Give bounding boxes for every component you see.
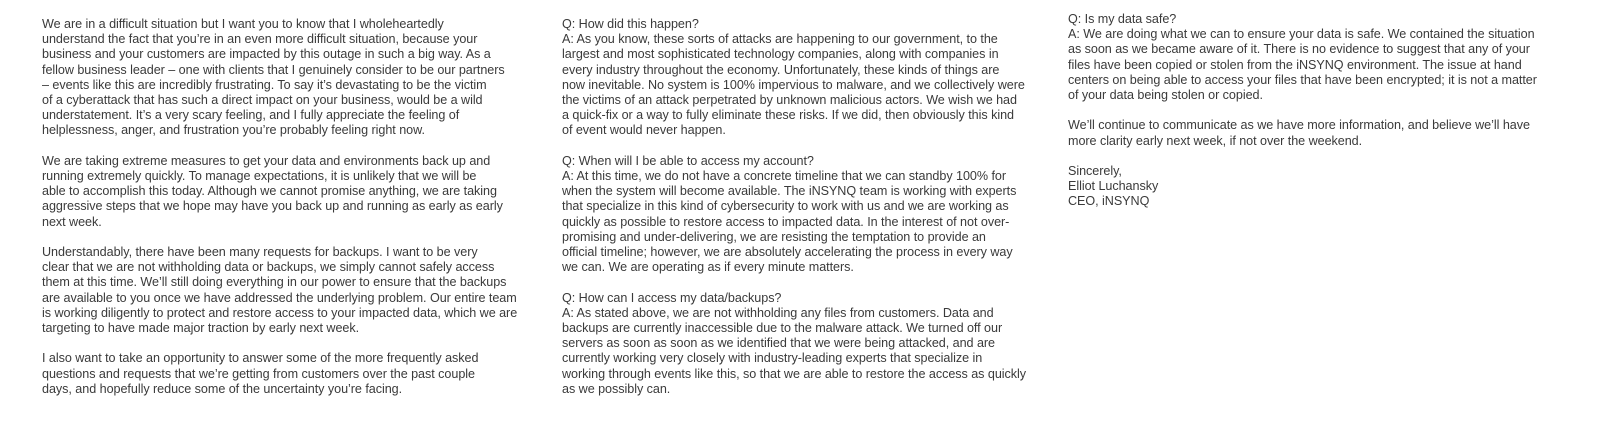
text-line: working through events like this, so that we are able to restore the access as quickly bbox=[562, 366, 1027, 381]
text-line: is working diligently to protect and restore access to your impacted data, which we are bbox=[42, 305, 518, 320]
text-line: A: We are doing what we can to ensure your data is safe. We contained the situation bbox=[1068, 27, 1535, 42]
text-line: targeting to have made major traction by early next week. bbox=[42, 321, 360, 336]
text-line: We’ll continue to communicate as we have more information, and believe we’ll have bbox=[1068, 118, 1530, 133]
text-line: able to accomplish this today. Although we cannot promise anything, we are taking bbox=[42, 184, 497, 199]
text-line: that specialize in this kind of cybersecurity to work with us and we are working as bbox=[562, 199, 1009, 214]
text-line: I also want to take an opportunity to answer some of the more frequently asked bbox=[42, 351, 479, 366]
paragraph bbox=[1068, 164, 1588, 210]
letter-column-3 bbox=[1068, 12, 1588, 210]
text-line: we can. We are operating as if every minute matters. bbox=[562, 260, 854, 275]
text-line: – events like this are incredibly frustrating. To say it’s devastating to be the victim bbox=[42, 77, 487, 92]
text-line: We are in a difficult situation but I want you to know that I wholeheartedly bbox=[42, 17, 444, 31]
text-line: largest and most sophisticated technology companies, along with companies in bbox=[562, 47, 999, 62]
paragraph bbox=[562, 154, 1062, 276]
text-line: now inevitable. No system is 100% impervious to malware, and we collectively were bbox=[562, 77, 1025, 92]
text-line: files have been copied or stolen from the iNSYNQ environment. The issue at hand bbox=[1068, 57, 1522, 72]
text-line: Elliot Luchansky bbox=[1068, 179, 1159, 194]
text-line: of event would never happen. bbox=[562, 123, 726, 138]
text-line: them at this time. We’ll still doing everything in our power to ensure that the backups bbox=[42, 275, 507, 290]
text-line: backups are currently inaccessible due to the malware attack. We turned off our bbox=[562, 321, 1003, 336]
text-line: every industry throughout the economy. Unfortunately, these kinds of things are bbox=[562, 62, 1000, 77]
text-line: aggressive steps that we hope may have you back up and running as early as early bbox=[42, 199, 503, 214]
text-line: quickly as possible to restore access to impacted data. In the interest of not over- bbox=[562, 214, 1010, 229]
text-line: helplessness, anger, and frustration you’re probably feeling right now. bbox=[42, 123, 425, 138]
text-line: Q: How can I access my data/backups? bbox=[562, 290, 782, 305]
paragraph bbox=[42, 17, 542, 139]
text-line: questions and requests that we’re getting from customers over the past couple bbox=[42, 366, 475, 381]
text-line: a quick-fix or a way to fully eliminate these risks. If we did, then obviously this kind bbox=[562, 108, 1014, 123]
text-line: Q: When will I be able to access my account? bbox=[562, 153, 814, 168]
paragraph bbox=[42, 154, 542, 230]
text-line: clear that we are not withholding data or backups, we simply cannot safely access bbox=[42, 260, 495, 275]
text-line: servers as soon as soon as we identified that we were being attacked, and are bbox=[562, 336, 995, 351]
text-line: Q: Is my data safe? bbox=[1068, 12, 1177, 26]
text-line: A: As stated above, we are not withholding any files from customers. Data and bbox=[562, 305, 994, 320]
text-line: when the system will become available. The iNSYNQ team is working with experts bbox=[562, 184, 1017, 199]
letter-column-2 bbox=[562, 17, 1062, 397]
text-line: We are taking extreme measures to get your data and environments back up and bbox=[42, 153, 491, 168]
text-line: next week. bbox=[42, 214, 102, 229]
paragraph bbox=[562, 17, 1062, 139]
paragraph bbox=[42, 351, 542, 397]
text-line: CEO, iNSYNQ bbox=[1068, 194, 1150, 209]
text-line: Q: How did this happen? bbox=[562, 17, 699, 31]
text-line: official timeline; however, we are absolutely accelerating the process in every way bbox=[562, 245, 1013, 260]
text-line: Sincerely, bbox=[1068, 164, 1122, 178]
text-line: promising and under-delivering, we are resisting the temptation to provide an bbox=[562, 229, 986, 244]
text-line: running extremely quickly. To manage expectations, it is unlikely that we will be bbox=[42, 169, 477, 184]
text-line: as soon as we became aware of it. There is no evidence to suggest that any of your bbox=[1068, 42, 1530, 57]
text-line: the victims of an attack perpetrated by unknown malicious actors. We wish we had bbox=[562, 93, 1017, 108]
text-line: days, and hopefully reduce some of the uncertainty you’re facing. bbox=[42, 381, 403, 396]
paragraph bbox=[562, 291, 1062, 397]
text-line: more clarity early next week, if not over the weekend. bbox=[1068, 133, 1363, 148]
paragraph bbox=[42, 245, 542, 336]
paragraph bbox=[1068, 118, 1588, 148]
text-line: A: At this time, we do not have a concrete timeline that we can standby 100% for bbox=[562, 169, 1007, 184]
text-line: Understandably, there have been many requests for backups. I want to be very bbox=[42, 245, 478, 260]
letter-column-1 bbox=[42, 17, 542, 397]
text-line: of a cyberattack that has such a direct impact on your business, would be a wild bbox=[42, 93, 483, 108]
text-line: as we possibly can. bbox=[562, 381, 671, 396]
text-line: are available to you once we have addressed the underlying problem. Our entire team bbox=[42, 290, 517, 305]
text-line: A: As you know, these sorts of attacks are happening to our government, to the bbox=[562, 32, 998, 47]
text-line: understatement. It’s a very scary feeling, and I fully appreciate the feeling of bbox=[42, 108, 460, 123]
text-line: currently working very closely with industry-leading experts that specialize in bbox=[562, 351, 983, 366]
text-line: business and your customers are impacted by this outage in such a big way. As a bbox=[42, 47, 491, 62]
text-line: centers on being able to access your files that have been encrypted; it is not a matter bbox=[1068, 72, 1537, 87]
text-line: fellow business leader – one with clients that I genuinely consider to be our partners bbox=[42, 62, 505, 77]
text-line: understand the fact that you’re in an even more difficult situation, because your bbox=[42, 32, 478, 47]
paragraph bbox=[1068, 12, 1588, 103]
text-line: of your data being stolen or copied. bbox=[1068, 88, 1263, 103]
